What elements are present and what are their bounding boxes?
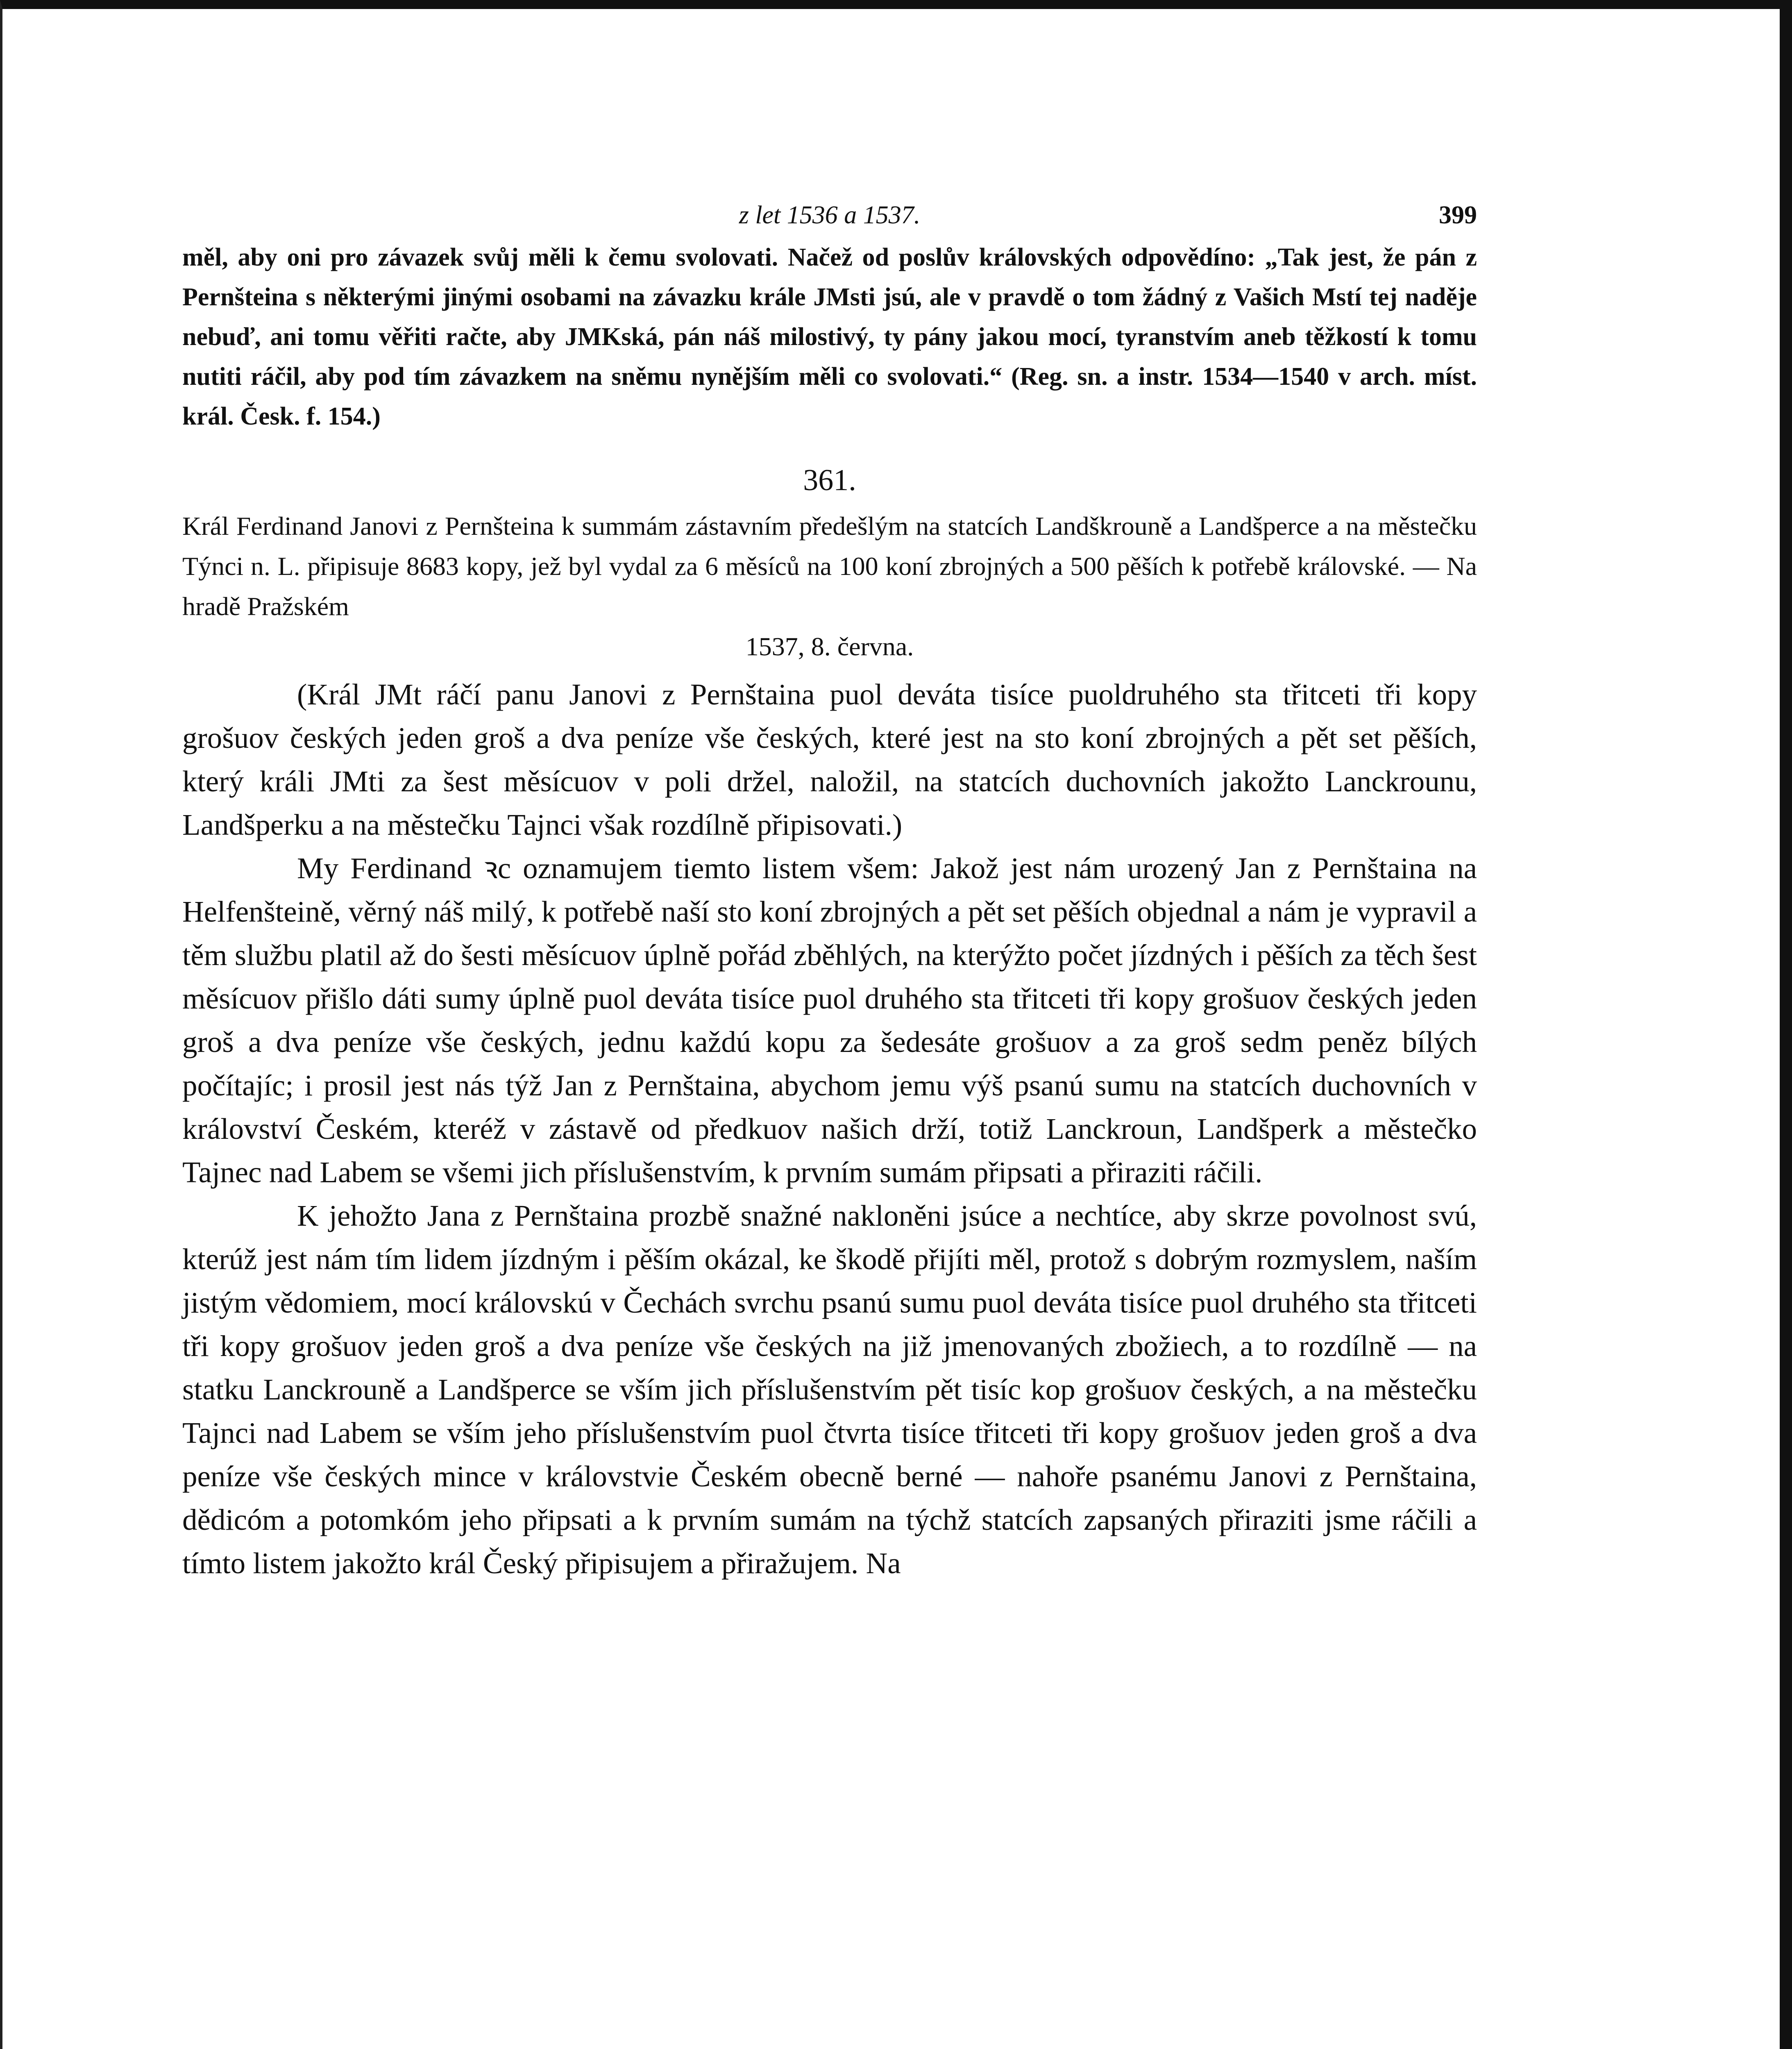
book-page: [182, 193, 1477, 1585]
running-head: [182, 193, 1477, 238]
body-paragraph: (Král JMt ráčí panu Janovi z Pernštaina puol deváta tisíce puoldruhého sta třitceti tři kopy grošuov českých jeden groš a dva peníze vše českých, které jest na sto koní zbrojných a pět set pěších, který králi JMti za šest měsícuov v poli držel, naložil, na statcích duchovních jakožto Lanckrounu, Landšperku a na městečku Tajnci však rozdílně připisovati.): [182, 678, 1477, 841]
continuation-paragraph: měl, aby oni pro závazek svůj měli k čemu svolovati. Načež od poslův královských odpovědíno: „Tak jest, že pán z Pernšteina s některými jinými osobami na závazku krále JMsti jsú, ale v pravdě o tom žádný z Vašich Mstí tej naděje nebuď, ani tomu věřiti račte, aby JMKská, pán náš milostivý, ty pány jakou mocí, tyranstvím aneb těžkostí k tomu nutiti ráčil, aby pod tím závazkem na sněmu nynějším měli co svolovati.“ (Reg. sn. a instr. 1534—1540 v arch. míst. král. Česk. f. 154.): [182, 243, 1477, 430]
running-head-title: z let 1536 a 1537.: [739, 201, 921, 229]
document-number: 361.: [803, 463, 856, 497]
body-paragraph: K jehožto Jana z Pernštaina prozbě snažné nakloněni jsúce a nechtíce, aby skrze povolnost svú, kterúž jest nám tím lidem jízdným i pěším okázal, ke škodě přijíti měl, protož s dobrým rozmyslem, naším jistým vědomiem, mocí královskú v Čechách svrchu psanú sumu puol deváta tisíce puol druhého sta třitceti tři kopy grošuov jeden groš a dva peníze vše českých na již jmenovaných zbožiech, a to rozdílně — na statku Lanckrouně a Landšperce se vším jich příslušenstvím pět tisíc kop grošuov českých, a na městečku Tajnci nad Labem se vším jeho příslušenstvím puol čtvrta tisíce třitceti tři kopy grošuov jeden groš a dva peníze vše českých mince v královstvie Českém obecně berné — nahoře psanému Janovi z Pernštaina, dědicóm a potomkóm jeho připsati a k prvním sumám na týchž statcích zapsaných přiraziti jsme ráčili a tímto listem jakožto král Český připisujem a přiražujem. Na: [182, 1199, 1477, 1580]
document-summary: Král Ferdinand Janovi z Pernšteina k summám zástavním předešlým na statcích Landškrouně a Landšperce a na městečku Týnci n. L. připisuje 8683 kopy, jež byl vydal za 6 měsíců na 100 koní zbrojných a 500 pěších k potřebě královské. — Na hradě Pražském: [182, 511, 1477, 621]
document-date: 1537, 8. června.: [745, 632, 914, 661]
page-number: 399: [1439, 201, 1477, 229]
body-paragraph: My Ferdinand ꝛc oznamujem tiemto listem všem: Jakož jest nám urozený Jan z Pernštaina na Helfenšteině, věrný náš milý, k potřebě naší sto koní zbrojných a pět set pěších objednal a nám je vypravil a těm službu platil až do šesti měsícuov úplně pořád zběhlých, na kterýžto počet jízdných i pěších za těch šest měsícuov přišlo dáti sumy úplně puol deváta tisíce puol druhého sta třitceti tři kopy grošuov českých jeden groš a dva peníze vše českých, jednu každú kopu za šedesáte grošuov a za groš sedm peněz bílých počítajíc; i prosil jest nás týž Jan z Pernštaina, abychom jemu výš psanú sumu na statcích duchovních v království Českém, kteréž v zástavě od předkuov našich drží, totiž Lanckroun, Landšperk a městečko Tajnec nad Labem se všemi jich příslušenstvím, k prvním sumám připsati a přiraziti ráčili.: [182, 852, 1477, 1189]
